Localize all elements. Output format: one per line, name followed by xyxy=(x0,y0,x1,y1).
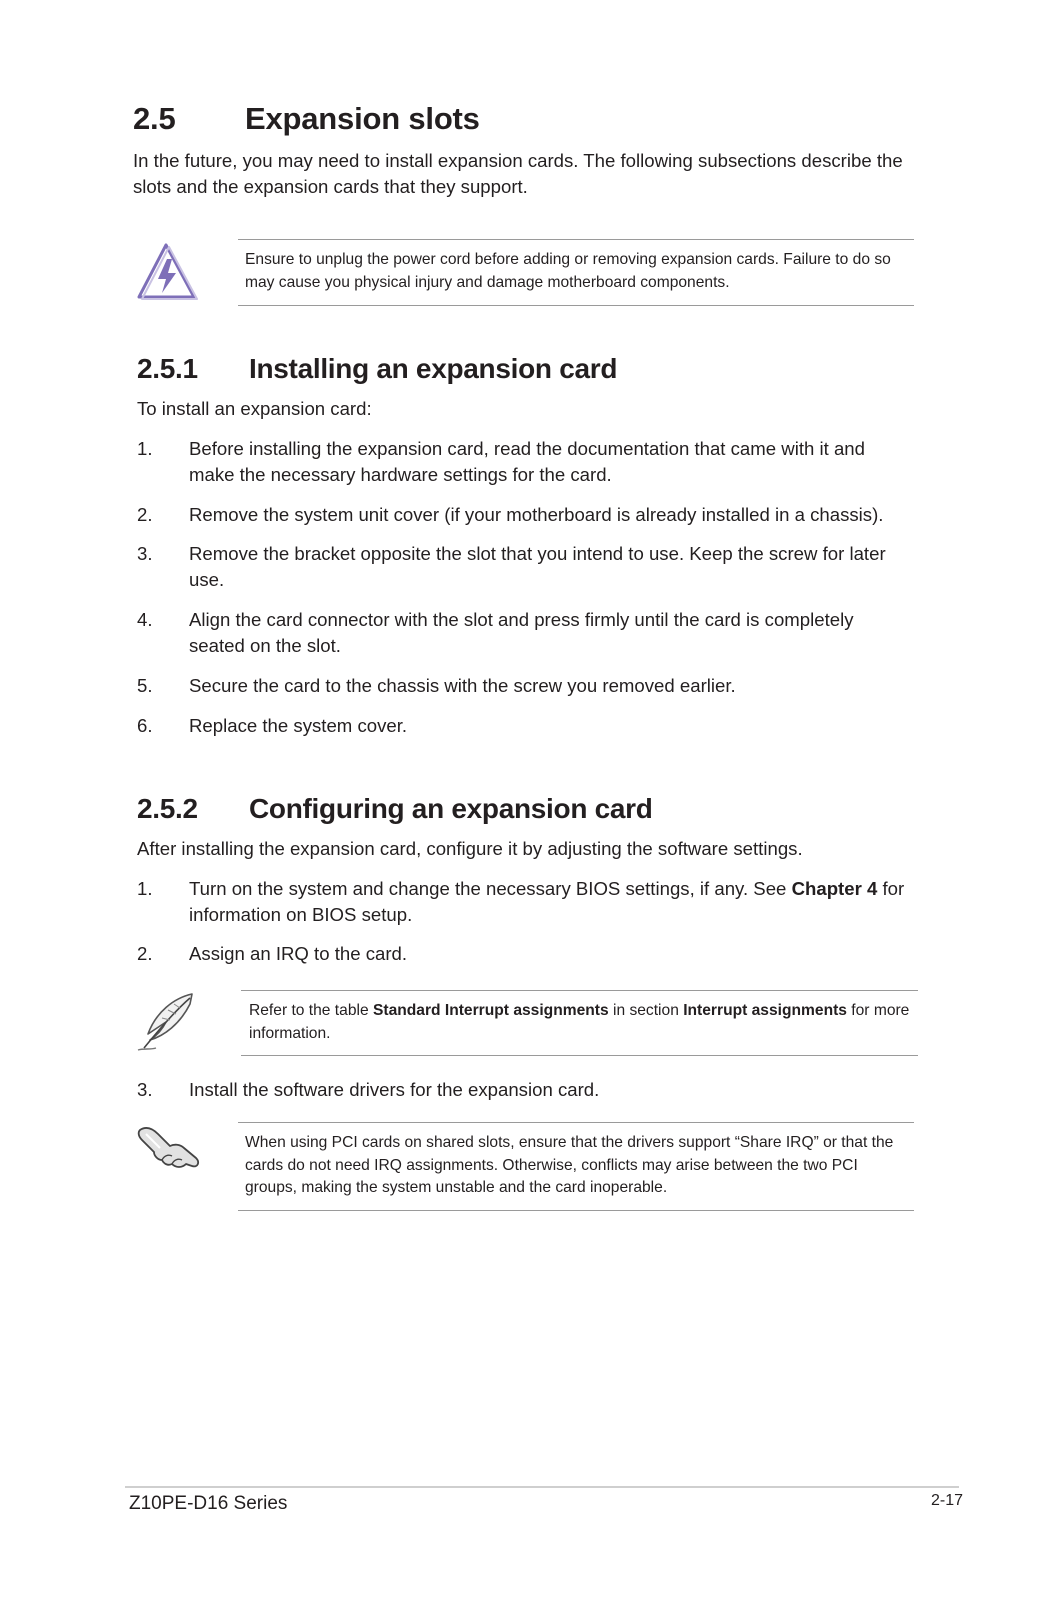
step-number: 3. xyxy=(137,543,153,564)
step-text: Replace the system cover. xyxy=(189,715,408,736)
step-number: 2. xyxy=(137,943,153,964)
section-title: Expansion slots xyxy=(245,101,480,136)
subsection-1-number: 2.5.1 xyxy=(137,353,198,384)
warning-top-rule xyxy=(238,239,914,240)
tip-bottom-rule xyxy=(238,1210,914,1211)
step-number: 4. xyxy=(137,609,153,630)
pointing-hand-icon xyxy=(136,1120,204,1172)
warning-text: Ensure to unplug the power cord before adding or removing expansion cards. Failure to do so may cause you physical injury and damage motherboard components. xyxy=(245,251,891,291)
subsection-1-title: Installing an expansion card xyxy=(249,353,618,384)
footer-rule xyxy=(125,1486,959,1488)
warning-bottom-rule xyxy=(238,305,914,306)
page-number: 2-17 xyxy=(931,1492,964,1509)
step-text: Remove the bracket opposite the slot that you intend to use. Keep the screw for later use. xyxy=(189,543,886,590)
step-text: Align the card connector with the slot and press firmly until the card is completely seated on the slot. xyxy=(189,609,854,656)
note-top-rule xyxy=(241,990,918,991)
step-text: Secure the card to the chassis with the screw you removed earlier. xyxy=(189,675,736,696)
step-text: Remove the system unit cover (if your motherboard is already installed in a chassis). xyxy=(189,504,884,525)
step-number: 1. xyxy=(137,878,153,899)
section-number: 2.5 xyxy=(133,101,176,136)
note-bottom-rule xyxy=(241,1055,918,1056)
step-text: Before installing the expansion card, read the documentation that came with it and make the necessary hardware settings for the card. xyxy=(189,438,865,485)
feather-pen-icon xyxy=(134,990,200,1056)
subsection-2-intro: After installing the expansion card, configure it by adjusting the software settings. xyxy=(137,838,803,859)
chapter-reference: Chapter 4 xyxy=(791,878,878,899)
step-text: Assign an IRQ to the card. xyxy=(189,943,408,964)
step-number: 6. xyxy=(137,715,153,736)
subsection-2-title: Configuring an expansion card xyxy=(249,793,653,824)
warning-icon xyxy=(136,241,198,301)
step-number: 2. xyxy=(137,504,153,525)
tip-text: When using PCI cards on shared slots, ensure that the drivers support “Share IRQ” or that the cards do not need IRQ assignments. Otherwise, conflicts may arise between the two PCI groups, making the system unstable and the card inoperable. xyxy=(245,1134,894,1196)
step-number: 1. xyxy=(137,438,153,459)
footer-product: Z10PE-D16 Series xyxy=(129,1493,288,1514)
table-reference: Standard Interrupt assignments xyxy=(372,1002,609,1019)
step-text: Install the software drivers for the expansion card. xyxy=(189,1079,600,1100)
note-text: Refer to the table Standard Interrupt assignments in section Interrupt assignments for more information. xyxy=(249,1002,910,1042)
step-text: Turn on the system and change the necessary BIOS settings, if any. See Chapter 4 for information on BIOS setup. xyxy=(189,878,905,925)
step-number: 5. xyxy=(137,675,153,696)
section-intro: In the future, you may need to install expansion cards. The following subsections describe the slots and the expansion cards that they support. xyxy=(133,150,903,197)
tip-top-rule xyxy=(238,1122,914,1123)
subsection-2-number: 2.5.2 xyxy=(137,793,198,824)
step-number: 3. xyxy=(137,1079,153,1100)
subsection-1-intro: To install an expansion card: xyxy=(137,398,372,419)
section-reference: Interrupt assignments xyxy=(683,1002,847,1019)
